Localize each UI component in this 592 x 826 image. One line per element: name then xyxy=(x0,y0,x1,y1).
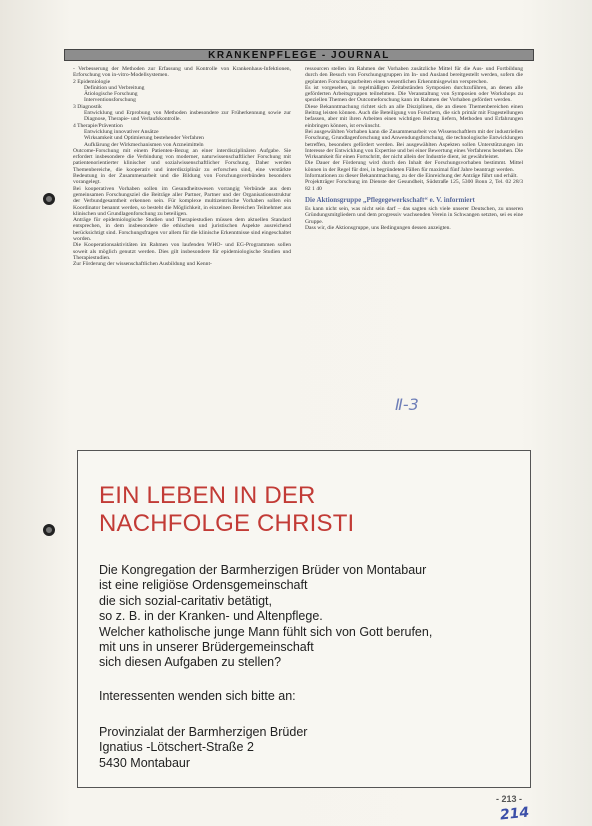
paragraph: Es kann nicht sein, was nicht sein darf – das sagten sich viele unserer Deutschen, zu unseren Gründungsmitgliedern und dem progressiv wachsenden Verein in Schwangen setzten, sei es eine Gruppe. xyxy=(305,205,523,225)
handwritten-page-number: 214 xyxy=(499,804,530,824)
ad-address xyxy=(99,725,307,771)
ad-body-line: die sich sozial-caritativ betätigt, xyxy=(99,593,272,608)
handwritten-annotation: Ⅱ-3 xyxy=(395,395,419,414)
paragraph: Die Kooperationsaktivitäten im Rahmen von laufenden WHO- und EG-Programmen sollen soweit als möglich genutzt werden. Dies gilt insbesondere für epidemiologische Studien und Therapiestudien. xyxy=(73,242,291,261)
ad-body-line: ist eine religiöse Ordensgemeinschaft xyxy=(99,578,308,593)
page-number: - 213 - xyxy=(496,794,523,804)
ad-address-line: Ignatius -Lötschert-Straße 2 xyxy=(99,740,254,755)
journal-title: KRANKENPFLEGE - JOURNAL xyxy=(208,49,390,61)
ad-address-line: Provinzialat der Barmherzigen Brüder xyxy=(99,725,308,739)
paragraph: - Verbesserung der Methoden zur Erfassung und Kontrolle von Krankenhaus-Infektionen, Erforschung von in-vitro-Modellsystemen. xyxy=(73,66,291,79)
paragraph: Aufklärung der Wirkmechanismen von Arzneimitteln xyxy=(84,141,204,148)
left-text-column xyxy=(73,66,291,408)
paragraph: Die Dauer der Förderung wird durch den Inhalt der Forschungsvorhaben bestimmt. Mittel können in der Regel für drei, in begründeten Fällen für maximal fünf Jahre beantragt werden. xyxy=(305,160,523,173)
paragraph: Bei ausgewählten Vorhaben kann die Zusammenarbeit von Wissenschaftlern mit der industriellen Forschung, Grundlagenforschung und Anwendungsforschung, die technologische Entwicklungen betreffen, besonders gefördert werden. Bei ausgewählten Aspekten sollen Unterstützungen im Interesse der Entwicklung von Expertise und bei einer Bewertung eines Verfahrens bestehen. Die Wirksamkeit für einen Fortschritt, der nicht allein der Industrie dient, ist gewährleistet. xyxy=(305,128,523,161)
ad-body-line: mit uns in unserer Brüdergemeinschaft xyxy=(99,640,314,655)
paragraph: Definition und Verbreitung xyxy=(84,84,145,91)
paragraph: Es ist vorgesehen, in regelmäßigen Zeitabständen Symposien durchzuführen, an denen alle geförderten Arbeitsgruppen teilnehmen. Die Veranstaltung von Symposien oder Workshops zu speziellen Themen der Outcomeforschung kann im Rahmen der Vorhaben gefördert werden. xyxy=(305,84,523,104)
punch-hole-bottom xyxy=(43,524,55,536)
advertisement-box xyxy=(77,450,531,788)
paragraph: Ätiologische Forschung xyxy=(84,91,138,98)
paragraph: ressourcen stellen im Rahmen der Vorhaben zusätzliche Mittel für die Aus- und Fortbildung durch den Besuch von Forschungsgruppen im In- und Ausland bereitgestellt werden, sofern die geplanten Forschungsarbeiten einen wesentlichen Erkenntnisgewinn versprechen. xyxy=(305,66,523,85)
paragraph: Informationen zu dieser Bekanntmachung, zu der die Einreichung der Anträge führt und erhält. xyxy=(305,173,518,180)
ad-title-line1: EIN LEBEN IN DER xyxy=(99,482,316,509)
right-text-column xyxy=(305,66,523,408)
ad-address-line: 5430 Montabaur xyxy=(99,755,191,770)
paragraph: Interventionsforschung xyxy=(84,97,136,104)
paragraph: Diese Bekanntmachung richtet sich an alle Disziplinen, die an diesen Themenbereichen einen Beitrag leisten können. Auch die Beteiligung von Forschern, die sich primär mit Fragestellungen befassen, aber mit ihren Arbeiten einen wichtigen Beitrag liefern, Methoden und Erfahrungen einbringen können, ist erwünscht. xyxy=(305,103,523,129)
paragraph: Entwicklung und Erprobung von Methoden insbesondere zur Früherkennung sowie zur Diagnose, Therapie- und Verlaufskontrolle. xyxy=(84,110,291,123)
paragraph: Bei kooperativen Vorhaben sollen im Gesundheitswesen vorrangig Verbünde aus dem gemeinsamen Forschungsziel die Beiträge aller Partner, Partner und der Organisationsstruktur der Verbundgesamtheit erkennen sein. Für komplexe multizentrische Vorhaben sollen ein Koordinator benannt werden, so besteht die Möglichkeit, in einzelnen Bereichen Teilnehmer aus klinischen und Grundlagenforschung zu beteiligen. xyxy=(73,185,291,217)
ad-title xyxy=(99,482,354,538)
ad-body-text xyxy=(99,563,432,671)
ad-body-line: sich diesen Aufgaben zu stellen? xyxy=(99,655,282,670)
journal-header xyxy=(64,49,534,61)
ad-body-line: so z. B. in der Kranken- und Altenpflege. xyxy=(99,609,323,624)
ad-body-line: Die Kongregation der Barmherzigen Brüder von Montabaur xyxy=(99,563,427,577)
ad-contact-intro: Interessenten wenden sich bitte an: xyxy=(99,689,296,703)
paragraph: Zur Förderung der wissenschaftlichen Ausbildung und Kennt- xyxy=(73,261,212,268)
paragraph: 2 Epidemiologie xyxy=(73,78,111,85)
paragraph: Wirksamkeit und Optimierung bestehender Verfahren xyxy=(84,135,204,142)
paragraph: 4 Therapie/Prävention xyxy=(73,122,123,129)
paragraph: Outcome-Forschung mit einem Patienten-Bezug an einer interdisziplinären Aufgabe. Sie erfordert insbesondere die Verbindung von moderner, naturwissenschaftlicher Forschung mit patientenorientierter klinischer und sozialwissenschaftlicher Forschung. Daher werden Themenbereiche, die kooperativ und interdisziplinär zu erforschen sind, eine verstärkte Bedeutung in der Zusammenarbeit und die Bildung von Forschungsverbünden besonders vorangelegt. xyxy=(73,147,291,186)
paragraph: Dass wir, die Aktionsgruppe, uns Bedingungen dessen anzeigten. xyxy=(305,224,451,231)
paragraph: Entwicklung innovativer Ansätze xyxy=(84,128,159,135)
ad-title-line2: NACHFOLGE CHRISTI xyxy=(99,510,355,537)
paragraph: Anträge für epidemiologische Studien und Therapiestudien müssen dem aktuellen Standard entsprechen, in dem insbesondere die ethischen und juristischen Aspekte ausreichend berücksichtigt sind. Forschungsfragen vor allem für die klinische Erkenntnisse sind eingeschaltet worden. xyxy=(73,217,291,243)
punch-hole-top xyxy=(43,193,55,205)
ad-body-line: Welcher katholische junge Mann fühlt sich von Gott berufen, xyxy=(99,624,433,639)
paragraph: Projektträger Forschung im Dienste der Gesundheit, Südstraße 125, 5300 Bonn 2, Tel. 02 28/3 82 1 40 xyxy=(305,179,523,192)
paragraph: 3 Diagnostik xyxy=(73,103,102,110)
section-heading: Die Aktionsgruppe „Pflegegewerkschaft“ e. V. informiert xyxy=(305,195,475,204)
